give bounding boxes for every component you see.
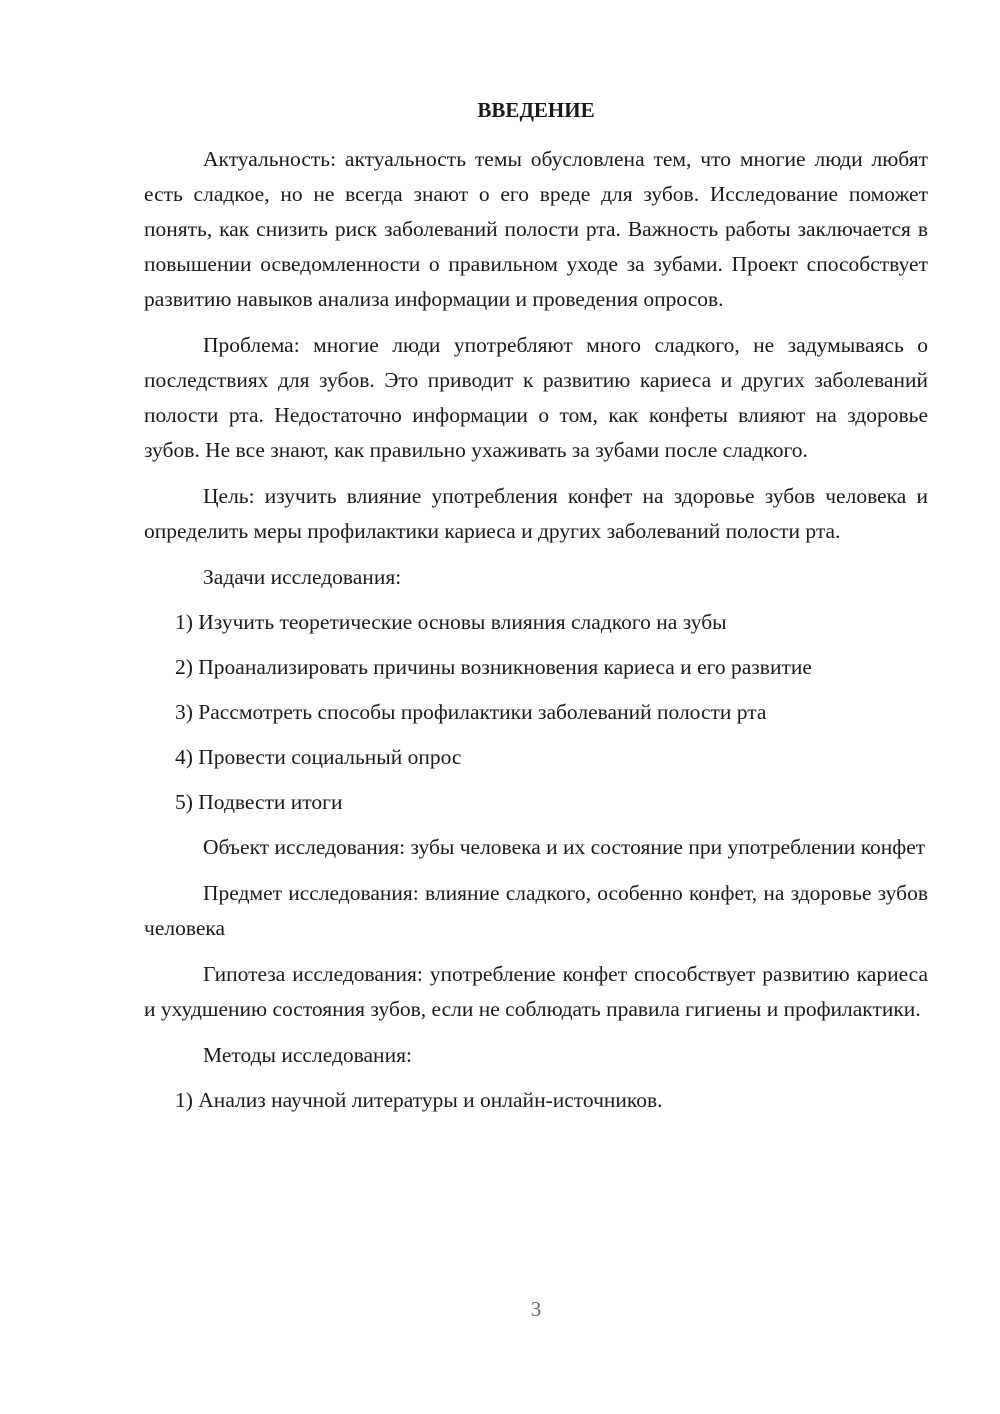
tasks-title: Задачи исследования: [203, 565, 402, 589]
task-item-1: 1) Изучить теоретические основы влияния сладкого на зубы [175, 610, 727, 634]
document-body [144, 142, 928, 1128]
goal-paragraph: Цель: изучить влияние употребления конфет на здоровье зубов человека и определить меры профилактики кариеса и других заболеваний полости рта. [144, 484, 928, 543]
task-item-3: 3) Рассмотреть способы профилактики заболеваний полости рта [175, 700, 767, 724]
task-item-5: 5) Подвести итоги [175, 790, 343, 814]
methods-title: Методы исследования: [203, 1043, 412, 1067]
method-item-1: 1) Анализ научной литературы и онлайн-источников. [175, 1088, 663, 1112]
section-heading: ВВЕДЕНИЕ [477, 98, 595, 122]
task-item-2: 2) Проанализировать причины возникновения кариеса и его развитие [175, 655, 812, 679]
relevance-paragraph: Актуальность: актуальность темы обусловлена тем, что многие люди любят есть сладкое, но не всегда знают о его вреде для зубов. Исследование поможет понять, как снизить риск заболеваний полости рта. Важность работы заключается в повышении осведомленности о правильном уходе за зубами. Проект способствует развитию навыков анализа информации и проведения опросов. [144, 147, 928, 311]
hypothesis-paragraph: Гипотеза исследования: употребление конфет способствует развитию кариеса и ухудшению состояния зубов, если не соблюдать правила гигиены и профилактики. [144, 962, 928, 1021]
task-item-4: 4) Провести социальный опрос [175, 745, 462, 769]
problem-paragraph: Проблема: многие люди употребляют много сладкого, не задумываясь о последствиях для зубов. Это приводит к развитию кариеса и других заболеваний полости рта. Недостаточно информации о том, как конфеты влияют на здоровье зубов. Не все знают, как правильно ухаживать за зубами после сладкого. [144, 333, 928, 462]
page-number: 3 [530, 1297, 542, 1321]
subject-paragraph: Предмет исследования: влияние сладкого, особенно конфет, на здоровье зубов человека [144, 881, 928, 940]
object-paragraph: Объект исследования: зубы человека и их состояние при употреблении конфет [203, 835, 926, 859]
